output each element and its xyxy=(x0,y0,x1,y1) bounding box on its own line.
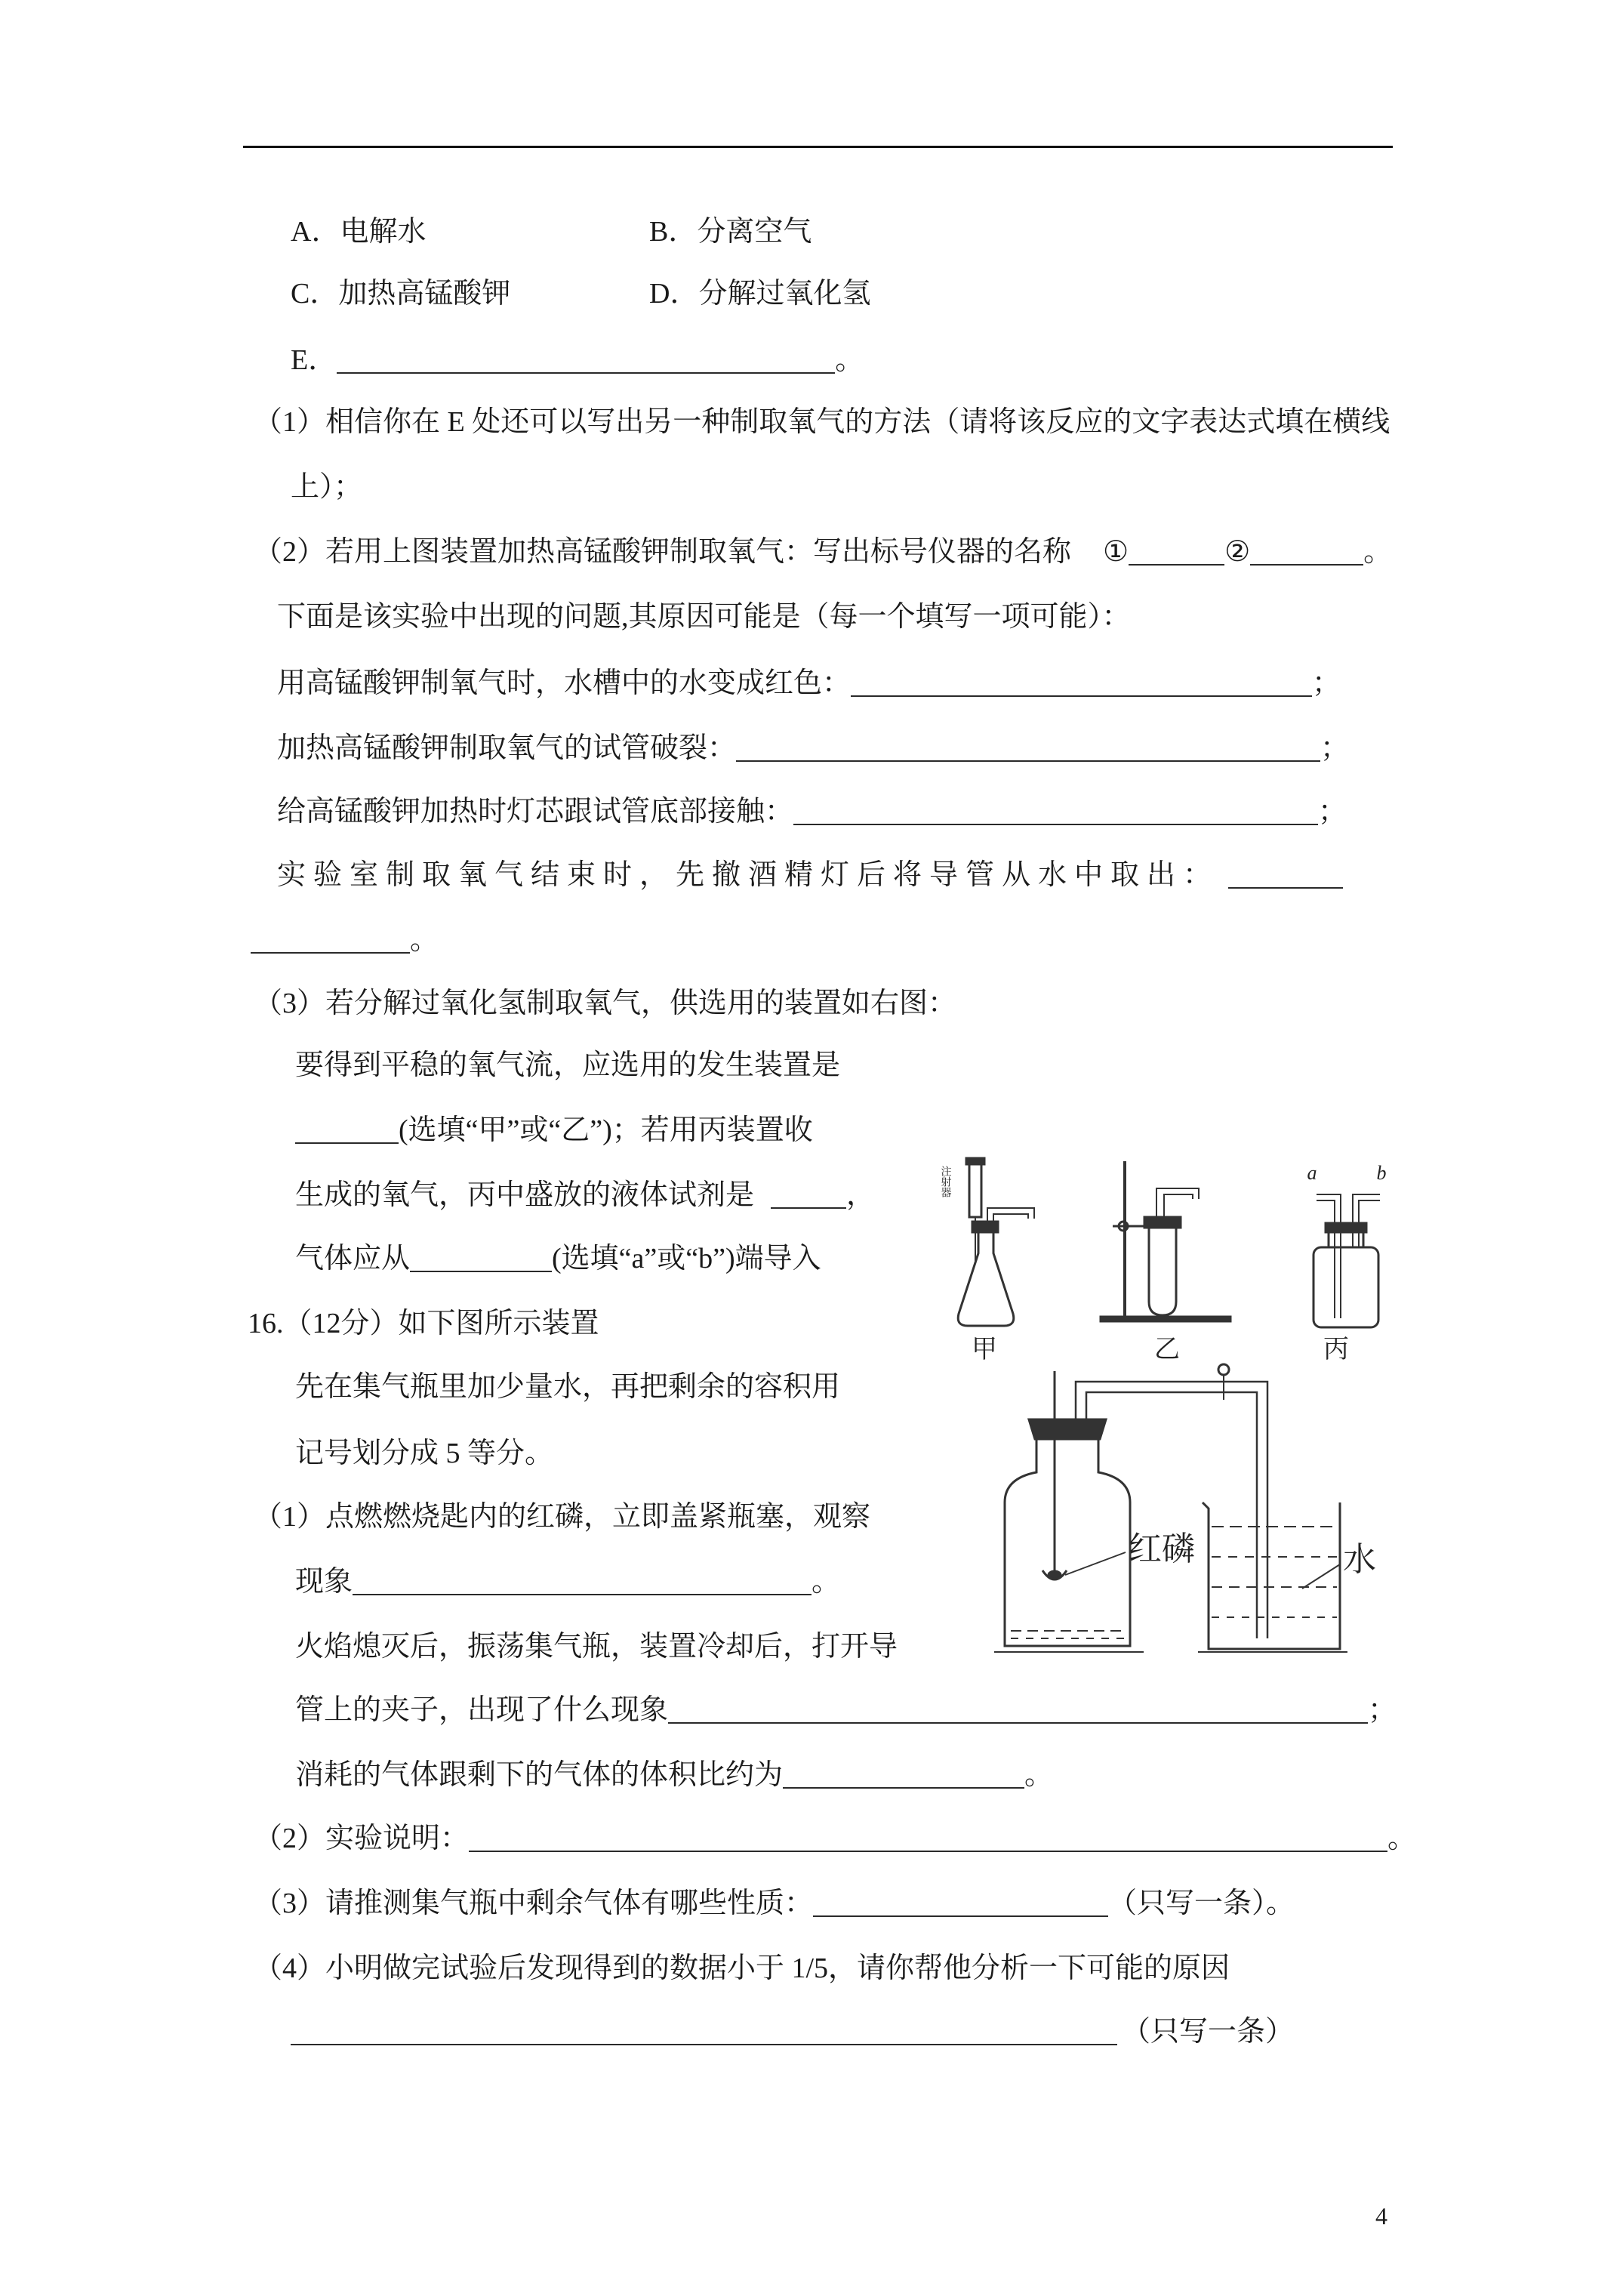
phosphorus-leader-line xyxy=(1065,1552,1126,1575)
answer-blank xyxy=(736,738,1320,762)
q2-intro: （2）若用上图装置加热高锰酸钾制取氧气：写出标号仪器的名称 xyxy=(254,536,1072,568)
problem-text: 实验室制取氧气结束时，先撤酒精灯后将导管从水中取出： xyxy=(277,859,1220,891)
label-jia: 甲 xyxy=(972,1336,997,1364)
answer-blank xyxy=(251,929,410,954)
answer-blank xyxy=(1250,541,1363,566)
apparatus-figure xyxy=(929,1148,1397,1374)
q16-p1-line2-text: 现象 xyxy=(295,1566,353,1598)
q3-line4-start: 气体应从 xyxy=(295,1243,411,1274)
problem-item xyxy=(277,794,1347,829)
problem-text: 用高锰酸钾制氧气时，水槽中的水变成红色： xyxy=(277,667,852,699)
apparatus-yi xyxy=(1101,1161,1230,1321)
q16-p1-line3: 火焰熄灭后，振荡集气瓶，装置冷却后，打开导 xyxy=(295,1631,898,1663)
q16-intro1: 先在集气瓶里加少量水，再把剩余的容积用 xyxy=(295,1371,841,1403)
phosphorus-apparatus-figure xyxy=(985,1359,1393,1691)
option-b: B．分离空气 xyxy=(649,216,812,248)
problem-item xyxy=(277,858,1343,892)
label-bing: 丙 xyxy=(1323,1336,1349,1364)
option-d: D．分解过氧化氢 xyxy=(649,278,871,310)
apparatus-jia xyxy=(958,1158,1034,1326)
q16-p4: （4）小明做完试验后发现得到的数据小于 1/5，请你帮他分析一下可能的原因 xyxy=(254,1952,1230,1984)
answer-blank xyxy=(337,350,835,374)
q16-p1-line5-end: 。 xyxy=(1024,1759,1054,1791)
q2-intro-line xyxy=(254,535,1392,569)
delivery-tube-inner xyxy=(1164,1194,1193,1217)
water-label: 水 xyxy=(1343,1541,1376,1578)
q16-p1-line1: （1）点燃燃烧匙内的红磷，立即盖紧瓶塞，观察 xyxy=(254,1501,871,1533)
q16-title: 16.（12分）如下图所示装置 xyxy=(248,1308,599,1339)
label-yi: 乙 xyxy=(1154,1336,1180,1364)
q3-line4-text: (选填“a”或“b”)端导入 xyxy=(552,1243,821,1274)
q3-line3 xyxy=(295,1178,875,1213)
option-e-label: E． xyxy=(291,344,337,376)
q16-p2-end: 。 xyxy=(1387,1823,1417,1854)
syringe-barrel xyxy=(969,1164,981,1217)
problem-text: 给高锰酸钾加热时灯芯跟试管底部接触： xyxy=(277,796,794,827)
q3-intro: （3）若分解过氧化氢制取氧气，供选用的装置如右图： xyxy=(254,988,957,1019)
glass-tube-inner xyxy=(1086,1392,1257,1638)
gas-collecting-bottle xyxy=(1005,1439,1130,1646)
option-e xyxy=(291,343,864,378)
problem-end: ； xyxy=(1320,732,1350,764)
problem-end: ； xyxy=(1312,667,1341,699)
q16-p2 xyxy=(254,1821,1416,1856)
answer-blank xyxy=(851,673,1312,697)
phosphorus-label: 红磷 xyxy=(1129,1530,1195,1567)
gas-washing-bottle xyxy=(1313,1247,1378,1327)
q16-intro2: 记号划分成 5 等分。 xyxy=(295,1438,554,1469)
q3-line1: 要得到平稳的氧气流，应选用的发生装置是 xyxy=(295,1049,841,1081)
option-a: A．电解水 xyxy=(291,216,427,248)
instrument-mark-1: ① xyxy=(1103,536,1129,568)
water-leader-line xyxy=(1302,1564,1340,1589)
page-number: 4 xyxy=(1375,2202,1387,2230)
q16-p2-text: （2）实验说明： xyxy=(254,1823,470,1854)
port-b-label: b xyxy=(1376,1162,1387,1184)
beaker xyxy=(1203,1502,1340,1649)
q16-p1-line2-end: 。 xyxy=(812,1566,841,1598)
problem-item xyxy=(277,731,1349,766)
answer-blank xyxy=(291,2021,1117,2045)
delivery-tube-outer xyxy=(1156,1188,1199,1217)
q16-p1-line4 xyxy=(295,1693,1397,1727)
syringe-label: 注射器 xyxy=(939,1166,951,1197)
instrument-mark-2: ② xyxy=(1224,536,1251,568)
answer-blank xyxy=(668,1700,1368,1724)
option-e-end: 。 xyxy=(835,344,864,376)
answer-blank xyxy=(469,1828,1387,1852)
q2-lead: 下面是该实验中出现的问题,其原因可能是（每一个填写一项可能）： xyxy=(277,601,1131,633)
problem-text: 加热高锰酸钾制取氧气的试管破裂： xyxy=(277,732,737,764)
q16-p3-end: （只写一条）。 xyxy=(1108,1888,1295,1919)
answer-blank xyxy=(353,1571,812,1595)
option-c: C．加热高锰酸钾 xyxy=(291,278,511,310)
q16-p1-line5 xyxy=(295,1758,1053,1792)
q3-line2 xyxy=(295,1113,813,1148)
answer-blank xyxy=(813,1893,1108,1917)
q16-p4-end: （只写一条） xyxy=(1122,2016,1295,2048)
answer-blank xyxy=(295,1120,399,1144)
short-tube-b xyxy=(1353,1194,1380,1247)
problem-item-continued xyxy=(251,923,439,957)
q16-p1-line2 xyxy=(295,1564,840,1599)
apparatus-bing xyxy=(1313,1194,1380,1327)
q3-line2-text: (选填“甲”或“乙”)；若用丙装置收 xyxy=(399,1114,813,1146)
q16-p1-line5-text: 消耗的气体跟剩下的气体的体积比约为 xyxy=(295,1759,784,1791)
q3-line3-text: 生成的氧气，丙中盛放的液体试剂是 xyxy=(295,1179,755,1211)
port-a-label: a xyxy=(1307,1162,1317,1184)
answer-blank xyxy=(1129,541,1224,566)
answer-blank xyxy=(783,1764,1024,1789)
conical-flask xyxy=(958,1232,1014,1326)
long-tube-a-inner xyxy=(1317,1194,1341,1318)
q16-p1-line4-text: 管上的夹子，出现了什么现象 xyxy=(295,1694,669,1726)
problem-item xyxy=(277,666,1341,701)
q1-line1: （1）相信你在 E 处还可以写出另一种制取氧气的方法（请将该反应的文字表达式填在横线 xyxy=(254,406,1390,438)
answer-blank xyxy=(793,801,1318,825)
q1-line2: 上）； xyxy=(291,471,363,503)
q3-line3-end: ， xyxy=(846,1179,876,1211)
red-phosphorus xyxy=(1049,1571,1061,1579)
q3-line4 xyxy=(295,1241,821,1276)
answer-blank xyxy=(410,1248,552,1272)
tube-clamp xyxy=(1218,1364,1229,1375)
q16-p1-line4-end: ； xyxy=(1368,1694,1397,1726)
q2-intro-end: 。 xyxy=(1363,536,1393,568)
answer-blank xyxy=(1228,864,1343,889)
answer-blank xyxy=(771,1185,846,1209)
test-tube xyxy=(1149,1228,1176,1315)
test-tube-stopper xyxy=(1144,1217,1181,1228)
q16-p3-text: （3）请推测集气瓶中剩余气体有哪些性质： xyxy=(254,1888,814,1919)
problem-end: 。 xyxy=(410,924,439,956)
bottle-stopper xyxy=(1326,1223,1366,1232)
bottle-stopper xyxy=(1029,1419,1106,1439)
header-rule xyxy=(243,146,1393,148)
problem-end: ； xyxy=(1318,796,1347,827)
iron-stand-base xyxy=(1101,1317,1230,1321)
q16-p4-answer xyxy=(291,2014,1294,2049)
flask-stopper xyxy=(972,1222,998,1232)
q16-p3 xyxy=(254,1886,1295,1921)
long-tube-a xyxy=(1317,1200,1335,1318)
